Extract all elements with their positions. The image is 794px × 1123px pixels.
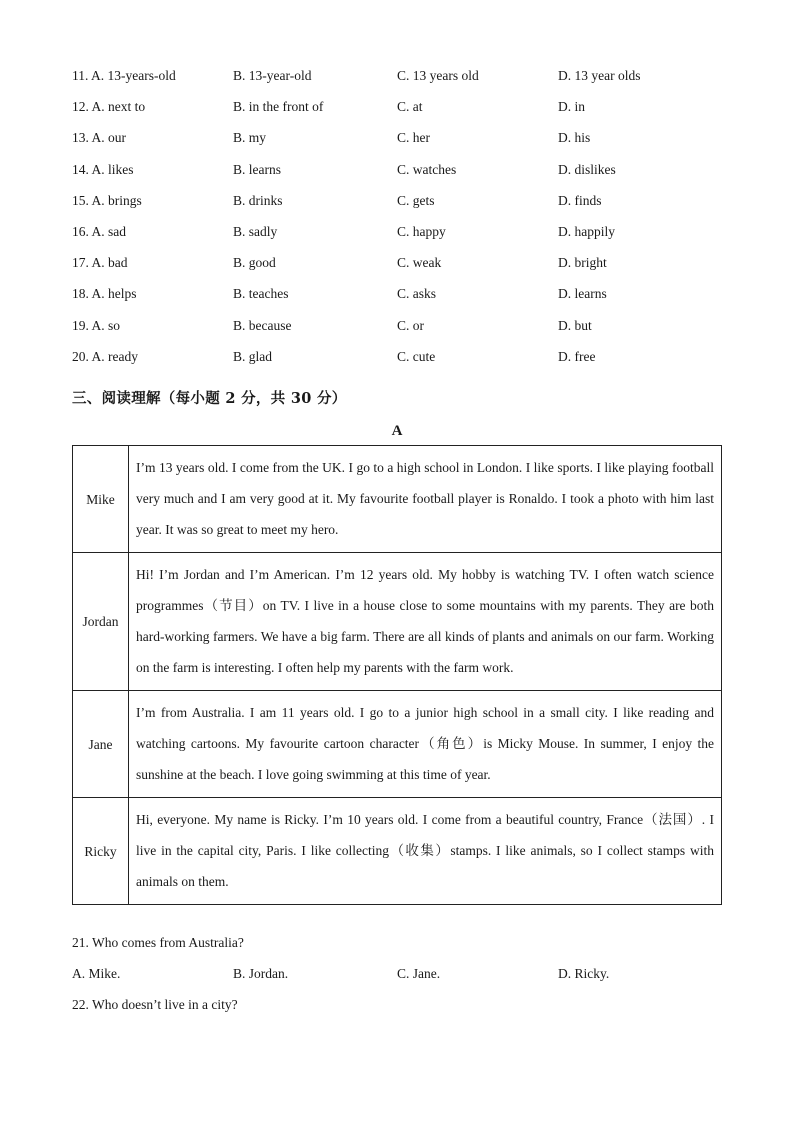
person-name: Jordan <box>73 553 129 691</box>
question-row <box>72 66 732 86</box>
question-row <box>72 97 732 117</box>
option-d: D. finds <box>558 192 602 208</box>
question-22-stem: 22. Who doesn’t live in a city? <box>72 997 238 1012</box>
question-option-a: 14. A. likes <box>72 161 134 177</box>
option-b: B. sadly <box>233 224 278 239</box>
option-c: C. watches <box>397 161 457 177</box>
question-option-a: 16. A. sad <box>72 224 126 239</box>
option-c: C. or <box>397 317 424 333</box>
person-name: Mike <box>73 446 129 553</box>
option-d: D. learns <box>558 286 607 302</box>
option-d: D. but <box>558 317 592 333</box>
question-option-a: 11. A. 13-years-old <box>72 68 176 83</box>
option-c: C. gets <box>397 192 435 208</box>
question-option-a: 12. A. next to <box>72 99 146 115</box>
person-name: Jane <box>73 691 129 798</box>
option-c: C. cute <box>397 348 436 364</box>
option-b: B. learns <box>233 161 281 177</box>
question-row <box>72 128 732 148</box>
question-21-stem: 21. Who comes from Australia? <box>72 935 244 950</box>
passage-label: A <box>391 423 403 439</box>
question-option-a: 15. A. brings <box>72 192 142 208</box>
option-c: C. weak <box>397 255 442 271</box>
option-a: A. Mike. <box>72 966 121 981</box>
option-d: D. bright <box>558 255 607 271</box>
question-option-a: 20. A. ready <box>72 348 138 364</box>
table-row <box>73 446 722 553</box>
question-option-a: 19. A. so <box>72 317 121 333</box>
option-b: B. my <box>233 130 267 146</box>
question-option-a: 13. A. our <box>72 130 126 146</box>
option-b: B. 13-year-old <box>233 68 312 83</box>
option-c: C. happy <box>397 224 446 239</box>
section-title: 三、阅读理解（每小题 2 分，共 30 分） <box>72 390 347 407</box>
question-row <box>72 316 732 336</box>
reading-table <box>72 445 722 905</box>
option-b: B. in the front of <box>233 99 324 115</box>
question-21-options <box>72 964 732 984</box>
question-row <box>72 253 732 273</box>
question-row <box>72 347 732 367</box>
option-d: D. dislikes <box>558 161 616 177</box>
table-row <box>73 553 722 691</box>
person-name: Ricky <box>73 798 129 905</box>
option-d: D. in <box>558 99 585 115</box>
option-b: B. Jordan. <box>233 966 289 981</box>
option-b: B. good <box>233 255 276 271</box>
person-text: I’m 13 years old. I come from the UK. I go to a high school in London. I like sports. I like playing football very much and I am very good at it. My favourite football player is Ronaldo. I took a photo with him last year. It was so great to meet my hero. <box>129 446 722 553</box>
question-row <box>72 284 732 304</box>
option-c: C. her <box>397 130 430 146</box>
option-d: D. free <box>558 348 596 364</box>
table-row <box>73 691 722 798</box>
option-c: C. at <box>397 99 423 115</box>
option-d: D. happily <box>558 224 615 239</box>
question-option-a: 17. A. bad <box>72 255 128 271</box>
option-b: B. glad <box>233 348 272 364</box>
question-row <box>72 222 732 242</box>
option-c: C. asks <box>397 286 437 302</box>
person-text: Hi, everyone. My name is Ricky. I’m 10 years old. I come from a beautiful country, France（法国）. I live in the capital city, Paris. I like collecting（收集）stamps. I like animals, so I collect stamps with animals on them. <box>129 798 722 905</box>
option-b: B. teaches <box>233 286 289 302</box>
question-row <box>72 191 732 211</box>
question-option-a: 18. A. helps <box>72 286 137 302</box>
question-row <box>72 160 732 180</box>
option-c: C. Jane. <box>397 966 441 981</box>
option-d: D. Ricky. <box>558 966 610 981</box>
option-d: D. his <box>558 130 591 146</box>
option-b: B. drinks <box>233 192 283 208</box>
person-text: I’m from Australia. I am 11 years old. I go to a junior high school in a small city. I like reading and watching cartoons. My favourite cartoon character（角色）is Micky Mouse. In summer, I enjoy the sunshine at the beach. I love going swimming at this time of year. <box>129 691 722 798</box>
table-row <box>73 798 722 905</box>
option-b: B. because <box>233 317 292 333</box>
person-text: Hi! I’m Jordan and I’m American. I’m 12 years old. My hobby is watching TV. I often watch science programmes（节目）on TV. I live in a house close to some mountains with my parents. They are both hard-working farmers. We have a big farm. There are all kinds of plants and animals on our farm. Working on the farm is interesting. I often help my parents with the farm work. <box>129 553 722 691</box>
option-d: D. 13 year olds <box>558 68 641 83</box>
option-c: C. 13 years old <box>397 68 479 83</box>
